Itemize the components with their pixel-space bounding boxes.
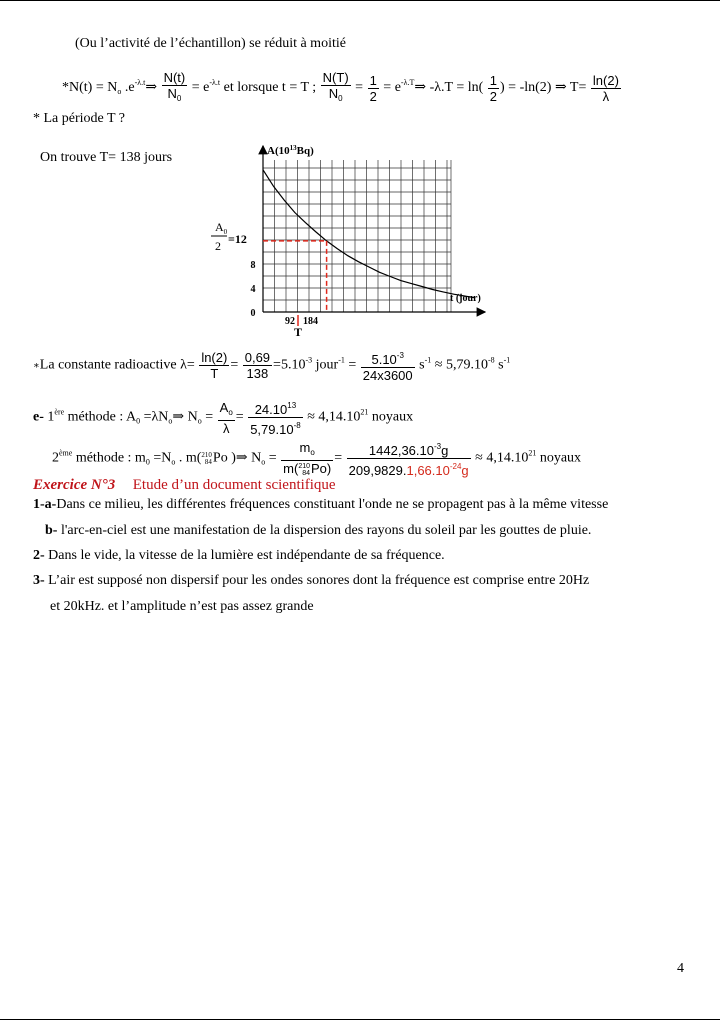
top-rule xyxy=(0,0,720,1)
a0-fraction-den: 2 xyxy=(215,239,221,253)
implies-arrow-icon: ⇒ xyxy=(554,80,567,96)
period-result: On trouve T= 138 jours xyxy=(40,150,173,165)
lambda-equation: ∗La constante radioactive λ= $\frac{\ln(2)}{T}$ = $\frac{0,69}{138}$ $=5.10^{-3}$ jour$^{-1}$ = $\frac{5.10^{-3}}{24x3600}$ $s^{-1} \approx 5,79.10^{-8}$ $s^{-1}$ xyxy=(33,350,511,383)
decay-chart xyxy=(195,140,495,340)
exercice-heading xyxy=(33,477,336,494)
answer-1b: b- l'arc-en-ciel est une manifestation de la dispersion des rayons du soleil par les gouttes de pluie. xyxy=(45,523,592,538)
y-tick-8: 8 xyxy=(250,260,256,271)
intro-line: (Ou l’activité de l’échantillon) se réduit à moitié xyxy=(75,36,346,51)
a0-half-value: =12 xyxy=(228,232,247,246)
answer-1a: 1-a-Dans ce milieu, les différentes fréquences constituant l'onde ne se propagent pas à la même vitesse xyxy=(33,497,609,512)
answer-2: 2- Dans le vide, la vitesse de la lumière est indépendante de sa fréquence. xyxy=(33,548,445,563)
x-tick-184: 184 xyxy=(303,316,318,327)
exercice-title: Exercice N°3 xyxy=(33,477,116,493)
x-tick-92: 92 xyxy=(285,316,295,327)
bottom-rule xyxy=(0,1019,720,1020)
implies-arrow-icon: ⇒ xyxy=(414,80,427,96)
answer-3: 3- L’air est supposé non dispersif pour les ondes sonores dont la fréquence est comprise entre 20Hz xyxy=(33,573,590,588)
exercice-subtitle: Etude d’un document scientifique xyxy=(132,477,336,493)
answer-3-cont: et 20kHz. et l’amplitude n’est pas assez grande xyxy=(50,599,314,614)
question-periode: * La période T ? xyxy=(33,111,126,126)
decay-equation: $*N(t) = N_o$ $.e^{-\lambda.t}\Rightarrow$ $\frac{N(t)}{N_0}$ = $e^{-\lambda.t}$ et lorsque t = T ; $\frac{N(T)}{N_0}$ = $\frac{1}{2}$ = $e^{-\lambda.T}\Rightarrow$ -λ.T = ln( $\frac{1}{2}$ ) = -ln(2) ⇒ T= $\frac{\ln(2)}{\lambda}$ xyxy=(62,70,619,104)
implies-arrow-icon: ⇒ xyxy=(145,80,158,96)
y-tick-4: 4 xyxy=(250,284,256,295)
page-number: 4 xyxy=(677,961,684,976)
methode-2: 2ème méthode : $m_0 =N_o$ . m(210 84Po )⇒ $N_o$ = $m_o$ m(210 84Po) = $\frac{1442,36.10^{-3}g}{209,9829.1,66.10^{-24}g}$ ≈ $4,14.10^{21}$ noyaux xyxy=(52,440,582,478)
origin-label: 0 xyxy=(250,308,256,319)
chart-grid xyxy=(263,160,451,312)
x-axis-label: t (jour) xyxy=(450,293,481,304)
implies-arrow-icon: ⇒ xyxy=(172,409,185,425)
a0-fraction-num: $A_0$ xyxy=(215,220,228,236)
implies-arrow-icon: ⇒ xyxy=(235,450,248,466)
y-axis-label: $A(10^{13}Bq)$ xyxy=(267,144,314,157)
methode-1: e- 1ère méthode : $A_0$ $=\lambda N_o\Rightarrow$ $N_o$ = $\frac{A_o}{\lambda}$ = $\frac{24.10^{13}}{5,79.10^{-8}}$ ≈ $4,14.10^{21}$ noyaux xyxy=(33,399,414,437)
decay-curve xyxy=(263,170,475,298)
x-tick-T: T xyxy=(294,325,303,339)
